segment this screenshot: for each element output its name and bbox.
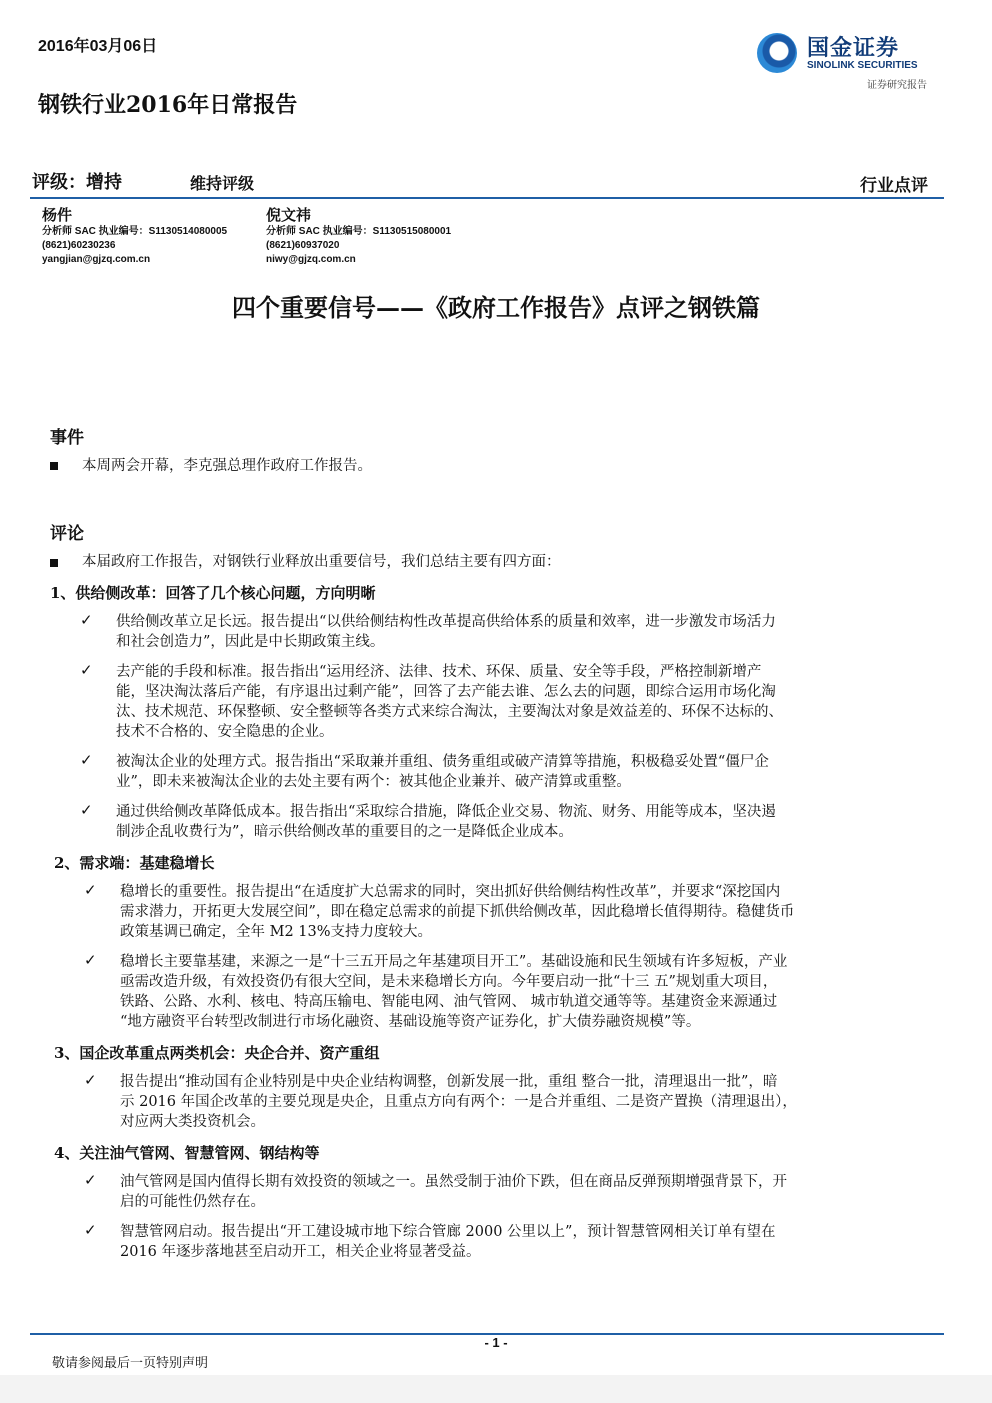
rating-label: 评级：增持 [32, 172, 122, 193]
square-bullet-icon [50, 559, 58, 567]
paragraph-line: 汰、技术规范、环保整顿、安全整顿等各类方式来综合淘汰，主要淘汰对象是效益差的、环保不达标的、 [116, 704, 783, 720]
report-date: 2016年03月06日 [38, 38, 158, 55]
section-title: 3、国企改革重点两类机会：央企合并、资产重组 [54, 1044, 380, 1062]
paragraph-line: 亟需改造升级，有效投资仍有很大空间，是未来稳增长方向。今年要启动一批“十三 五”规划重大项目， [120, 974, 778, 990]
brand-cn: 国金证券 [807, 35, 900, 60]
brand-sub: 证券研究报告 [867, 80, 927, 91]
analyst-name: 倪文祎 [266, 206, 312, 224]
analyst-card [266, 208, 451, 267]
paragraph-line: 通过供给侧改革降低成本。报告指出“采取综合措施，降低企业交易、物流、财务、用能等成本，坚决遏 [116, 804, 776, 820]
rating-maintain: 维持评级 [190, 174, 255, 193]
paragraph-line: 被淘汰企业的处理方式。报告指出“采取兼并重组、债务重组或破产清算等措施，积极稳妥处置“僵尸企 [116, 754, 769, 770]
paragraph-line: 稳增长的重要性。报告提出“在适度扩大总需求的同时，突出抓好供给侧结构性改革”，并要求“深挖国内 [120, 884, 781, 900]
check-bullet-icon: ✓ [80, 611, 93, 629]
check-bullet-icon: ✓ [84, 1221, 97, 1239]
square-bullet-icon [50, 462, 58, 470]
paragraph-line: “地方融资平台转型改制进行市场化融资、基础设施等资产证券化，扩大债券融资规模”等。 [120, 1014, 701, 1030]
paragraph-line: 智慧管网启动。报告提出“开工建设城市地下综合管廊 2000 公里以上”，预计智慧管网相关订单有望在 [120, 1224, 776, 1240]
paragraph-line: 制涉企乱收费行为”，暗示供给侧改革的重要目的之一是降低企业成本。 [116, 824, 573, 840]
check-bullet-icon: ✓ [84, 881, 97, 899]
bullet-paragraph [116, 612, 936, 652]
brand-en: SINOLINK SECURITIES [807, 60, 918, 71]
analyst-phone: (8621)60937020 [266, 240, 340, 251]
analyst-card [42, 208, 227, 267]
paragraph-line: 示 2016 年国企改革的主要兑现是央企，且重点方向有两个：一是合并重组、二是资产置换（清理退出）， [120, 1094, 797, 1110]
paragraph-line: 稳增长主要靠基建，来源之一是“十三五开局之年基建项目开工”。基础设施和民生领域有许多短板，产业 [120, 954, 788, 970]
analyst-email[interactable]: niwy@gjzq.com.cn [266, 254, 356, 265]
bullet-paragraph [116, 662, 936, 742]
report-title: 钢铁行业2016年日常报告 [38, 92, 298, 118]
paragraph-line: 技术不合格的、安全隐患的企业。 [116, 724, 334, 740]
footer-band [0, 1375, 992, 1403]
analyst-phone: (8621)60230236 [42, 240, 116, 251]
paragraph-line: 对应两大类投资机会。 [120, 1114, 265, 1130]
bullet-paragraph [120, 952, 936, 1032]
analyst-sac: 分析师 SAC 执业编号：S1130515080001 [266, 226, 452, 237]
analyst-sac: 分析师 SAC 执业编号：S1130514080005 [42, 226, 228, 237]
paragraph-line: 能，坚决淘汰落后产能，有序退出过剩产能”，回答了去产能去谁、怎么去的问题，即综合运用市场化淘 [116, 684, 776, 700]
bullet-paragraph [120, 1172, 936, 1212]
paragraph-line: 2016 年逐步落地甚至启动开工，相关企业将显著受益。 [120, 1244, 481, 1260]
bullet-paragraph [120, 1222, 936, 1262]
check-bullet-icon: ✓ [80, 661, 93, 679]
paragraph-line: 启的可能性仍然存在。 [120, 1194, 265, 1210]
check-bullet-icon: ✓ [84, 951, 97, 969]
bullet-paragraph [116, 752, 936, 792]
check-bullet-icon: ✓ [84, 1071, 97, 1089]
bullet-paragraph [120, 1072, 936, 1132]
check-bullet-icon: ✓ [84, 1171, 97, 1189]
comment-intro: 本届政府工作报告，对钢铁行业释放出重要信号，我们总结主要有四方面： [82, 554, 561, 570]
footer-note: 敬请参阅最后一页特别声明 [52, 1356, 209, 1371]
paragraph-line: 铁路、公路、水利、核电、特高压输电、智能电网、油气管网、 城市轨道交通等等。基建资金来源通过 [120, 994, 778, 1010]
paragraph-line: 去产能的手段和标准。报告指出“运用经济、法律、技术、环保、质量、安全等手段，严格控制新增产 [116, 664, 762, 680]
comment-heading: 评论 [50, 524, 84, 544]
paragraph-line: 需求潜力，开拓更大发展空间”，即在稳定总需求的前提下抓供给侧改革，因此稳增长值得期待。稳健货币 [120, 904, 795, 920]
section-title: 4、关注油气管网、智慧管网、钢结构等 [54, 1144, 320, 1162]
header-divider [30, 197, 944, 199]
event-heading: 事件 [50, 428, 84, 448]
paragraph-line: 和社会创造力”，因此是中长期政策主线。 [116, 634, 385, 650]
bullet-paragraph [116, 802, 936, 842]
page-number: - 1 - [484, 1335, 508, 1350]
check-bullet-icon: ✓ [80, 751, 93, 769]
analyst-name: 杨件 [42, 206, 73, 224]
section-title: 1、供给侧改革：回答了几个核心问题，方向明晰 [50, 584, 376, 602]
report-type: 行业点评 [860, 176, 928, 196]
paragraph-line: 报告提出“推动国有企业特别是中央企业结构调整，创新发展一批，重组 整合一批，清理退出一批”，暗 [120, 1074, 778, 1090]
section-title: 2、需求端：基建稳增长 [54, 854, 215, 872]
event-text: 本周两会开幕，李克强总理作政府工作报告。 [82, 458, 372, 474]
check-bullet-icon: ✓ [80, 801, 93, 819]
company-logo [757, 31, 947, 93]
bullet-paragraph [120, 882, 936, 942]
paragraph-line: 油气管网是国内值得长期有效投资的领域之一。虽然受制于油价下跌，但在商品反弹预期增强背景下，开 [120, 1174, 787, 1190]
main-title: 四个重要信号——《政府工作报告》点评之钢铁篇 [232, 293, 760, 322]
paragraph-line: 业”，即未来被淘汰企业的去处主要有两个：被其他企业兼并、破产清算或重整。 [116, 774, 631, 790]
paragraph-line: 政策基调已确定，全年 M2 13%支持力度较大。 [120, 924, 433, 940]
logo-mark-icon [757, 33, 797, 73]
analyst-email[interactable]: yangjian@gjzq.com.cn [42, 254, 151, 265]
paragraph-line: 供给侧改革立足长远。报告提出“以供给侧结构性改革提高供给体系的质量和效率，进一步激发市场活力 [116, 614, 776, 630]
